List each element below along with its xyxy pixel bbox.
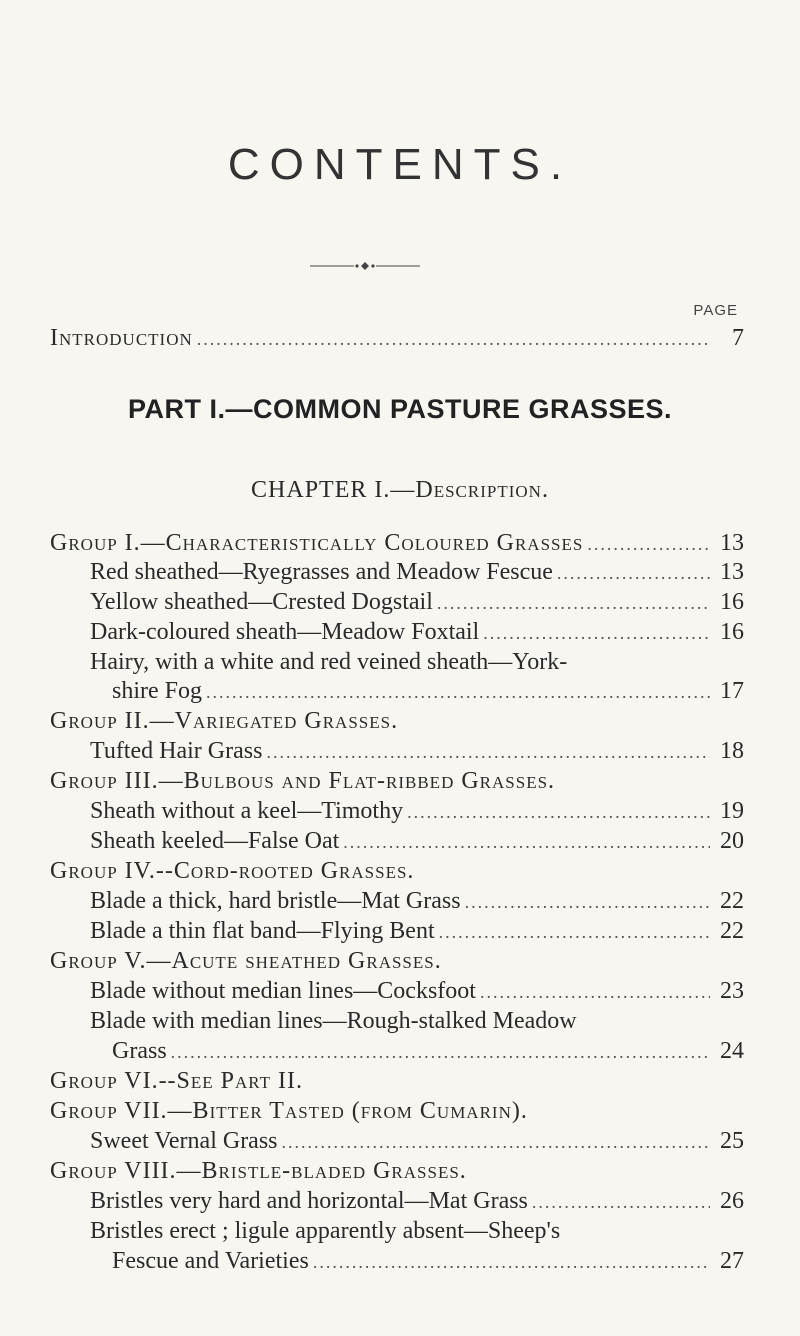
dot-leader [587, 529, 710, 559]
toc-entry-sheath-keeled [90, 826, 744, 857]
toc-entry-label: Introduction [50, 325, 193, 351]
toc-entry-label: Blade without median lines—Cocksfoot [90, 978, 476, 1004]
toc-entry-page: 23 [720, 978, 744, 1004]
toc-entry-label: Group I.—Characteristically Coloured Grasses [50, 530, 584, 556]
page-column-label: PAGE [693, 302, 738, 319]
toc-entry-hairy-line1: Hairy, with a white and red veined sheath—York- [90, 649, 568, 675]
toc-entry-page: 7 [732, 325, 744, 351]
toc-entry-page: 25 [720, 1128, 744, 1154]
toc-group-7: Group VII.—Bitter Tasted (from Cumarin). [50, 1098, 528, 1124]
dot-leader [437, 588, 710, 618]
toc-entry-bristles-hard [90, 1186, 744, 1217]
dot-leader [206, 677, 710, 707]
toc-entry-label: Blade a thin flat band—Flying Bent [90, 918, 435, 944]
dot-leader [465, 887, 710, 917]
toc-entry-label: shire Fog [112, 678, 202, 704]
chapter-heading [0, 477, 800, 504]
part-heading: PART I.—COMMON PASTURE GRASSES. [127, 394, 673, 424]
toc-entry-group-1 [50, 528, 744, 559]
toc-entry-label: Fescue and Varieties [112, 1248, 309, 1274]
toc-entry-page: 16 [720, 619, 744, 645]
toc-entry-sweet-vernal-grass [90, 1126, 744, 1157]
toc-entry-bristles-erect-line1: Bristles erect ; ligule apparently absent—Sheep's [90, 1218, 561, 1244]
dot-leader [313, 1247, 710, 1277]
dot-leader [171, 1037, 710, 1067]
toc-entry-label: Bristles very hard and horizontal—Mat Grass [90, 1188, 528, 1214]
toc-entry-yellow-sheathed [90, 587, 744, 618]
dot-leader [343, 827, 710, 857]
toc-entry-page: 27 [720, 1248, 744, 1274]
ornament-divider-icon [310, 260, 420, 272]
toc-entry-page: 13 [720, 530, 744, 556]
dot-leader [483, 618, 710, 648]
toc-entry-introduction [50, 323, 744, 354]
toc-group-6: Group VI.--See Part II. [50, 1068, 303, 1094]
toc-entry-page: 16 [720, 589, 744, 615]
toc-entry-label: Red sheathed—Ryegrasses and Meadow Fescue [90, 559, 553, 585]
dot-leader [197, 324, 710, 354]
toc-entry-blade-thin [90, 916, 744, 947]
toc-entry-page: 22 [720, 888, 744, 914]
dot-leader [439, 917, 710, 947]
toc-entry-label: Blade a thick, hard bristle—Mat Grass [90, 888, 461, 914]
toc-entry-page: 19 [720, 798, 744, 824]
toc-entry-sheeps-fescue [112, 1246, 744, 1277]
toc-entry-dark-coloured-sheath [90, 617, 744, 648]
chapter-heading-main: CHAPTER I.— [251, 477, 416, 503]
toc-entry-page: 17 [720, 678, 744, 704]
toc-entry-blade-without-median [90, 976, 744, 1007]
toc-entry-yorkshire-fog [112, 676, 744, 707]
toc-entry-red-sheathed [90, 557, 744, 588]
toc-entry-label: Sheath keeled—False Oat [90, 828, 340, 854]
toc-entry-sheath-without-keel [90, 796, 744, 827]
toc-entry-label: Dark-coloured sheath—Meadow Foxtail [90, 619, 480, 645]
toc-entry-label: Sheath without a keel—Timothy [90, 798, 404, 824]
chapter-heading-sub: Description. [415, 477, 549, 503]
toc-entry-label: Yellow sheathed—Crested Dogstail [90, 589, 433, 615]
toc-entry-tufted-hair-grass [90, 736, 744, 767]
toc-entry-rough-stalked-grass [112, 1036, 744, 1067]
toc-entry-blade-with-median-line1: Blade with median lines—Rough-stalked Meadow [90, 1008, 577, 1034]
dot-leader [532, 1187, 710, 1217]
toc-entry-page: 22 [720, 918, 744, 944]
toc-entry-page: 20 [720, 828, 744, 854]
toc-entry-page: 13 [720, 559, 744, 585]
dot-leader [557, 558, 710, 588]
toc-group-3: Group III.—Bulbous and Flat-ribbed Grasses. [50, 768, 556, 794]
dot-leader [282, 1127, 710, 1157]
toc-entry-page: 18 [720, 738, 744, 764]
page-title: CONTENTS. [227, 140, 573, 189]
toc-entry-label: Sweet Vernal Grass [90, 1128, 278, 1154]
toc-group-4: Group IV.--Cord-rooted Grasses. [50, 858, 415, 884]
toc-entry-blade-thick [90, 886, 744, 917]
dot-leader [266, 737, 710, 767]
toc-entry-page: 24 [720, 1038, 744, 1064]
dot-leader [407, 797, 710, 827]
toc-group-5: Group V.—Acute sheathed Grasses. [50, 948, 442, 974]
toc-entry-page: 26 [720, 1188, 744, 1214]
toc-group-2: Group II.—Variegated Grasses. [50, 708, 399, 734]
toc-group-8: Group VIII.—Bristle-bladed Grasses. [50, 1158, 467, 1184]
toc-entry-label: Grass [112, 1038, 167, 1064]
toc-entry-label: Tufted Hair Grass [90, 738, 263, 764]
dot-leader [480, 977, 710, 1007]
